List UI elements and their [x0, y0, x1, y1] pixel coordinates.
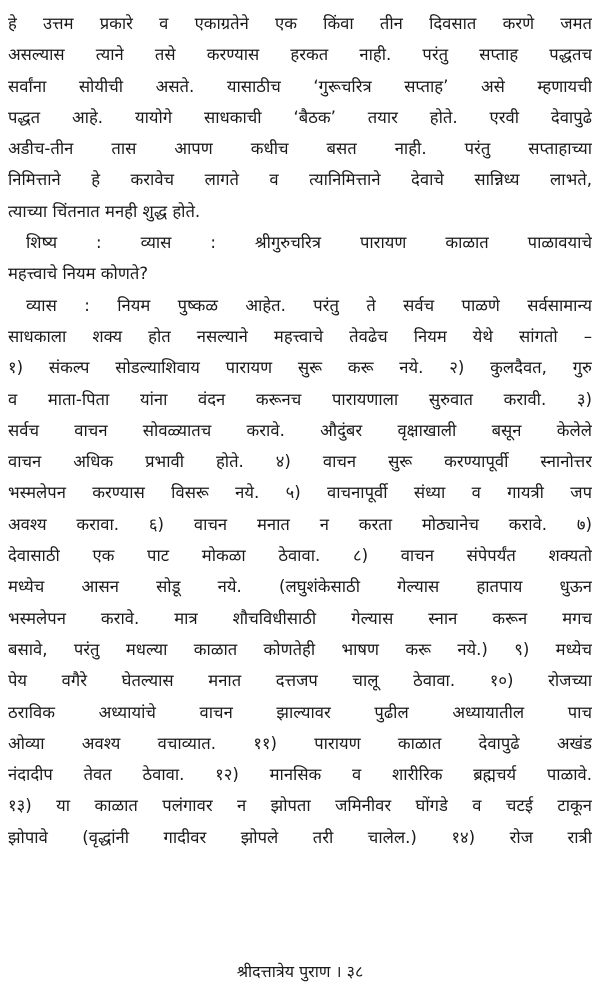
text-line: सर्वच वाचन सोवळ्यातच करावे. औदुंबर वृक्षाखाली बसून केलेले: [8, 420, 592, 440]
text-line: निमित्ताने हे करावेच लागते व त्यानिमित्ताने देवाचे सान्निध्य लाभते,: [8, 170, 592, 190]
text-line: १) संकल्प सोडल्याशिवाय पारायण सुरू करू नये. २) कुलदैवत, गुरु: [8, 358, 592, 378]
text-line: व्यास : नियम पुष्कळ आहेत. परंतु ते सर्वच पाळणे सर्वसामान्य: [26, 295, 592, 315]
text-line: मध्येच आसन सोडू नये. (लघुशंकेसाठी गेल्यास हातपाय धुऊन: [8, 577, 592, 597]
body-text: [8, 8, 592, 853]
text-line: पेय वगैरे घेतल्यास मनात दत्तजप चालू ठेवावा. १०) रोजच्या: [8, 671, 592, 691]
text-line: भस्मलेपन करण्यास विसरू नये. ५) वाचनापूर्वी संध्या व गायत्री जप: [8, 483, 592, 503]
text-line: शिष्य : व्यास : श्रीगुरुचरित्र पारायण काळात पाळावयाचे: [26, 233, 592, 253]
text-line: व माता-पिता यांना वंदन करूनच पारायणाला सुरुवात करावी. ३): [8, 389, 592, 409]
text-line: भस्मलेपन करावे. मात्र शौचविधीसाठी गेल्यास स्नान करून मगच: [8, 608, 592, 628]
text-line: नंदादीप तेवत ठेवावा. १२) मानसिक व शारीरिक ब्रह्मचर्य पाळावे.: [8, 765, 592, 785]
text-line: पद्धत आहे. यायोगे साधकाची ‘बैठक’ तयार होते. एरवी देवापुढे: [8, 107, 592, 127]
text-line: बसावे, परंतु मधल्या काळात कोणतेही भाषण करू नये.) ९) मध्येच: [8, 639, 592, 659]
text-line: देवासाठी एक पाट मोकळा ठेवावा. ८) वाचन संपेपर्यंत शक्यतो: [8, 546, 592, 566]
text-line: महत्त्वाचे नियम कोणते?: [8, 264, 149, 284]
text-line: ओव्या अवश्य वचाव्यात. ११) पारायण काळात देवापुढे अखंड: [8, 733, 592, 753]
text-line: वाचन अधिक प्रभावी होते. ४) वाचन सुरू करण्यापूर्वी स्नानोत्तर: [8, 452, 592, 472]
page-footer: श्रीदत्तात्रेय पुराण । ३८: [236, 962, 364, 981]
text-line: १३) या काळात पलंगावर न झोपता जमिनीवर घोंगडे व चटई टाकून: [8, 796, 592, 816]
text-line: झोपावे (वृद्धांनी गादीवर झोपले तरी चालेल.) १४) रोज रात्री: [8, 827, 592, 847]
text-line: अडीच-तीन तास आपण कधीच बसत नाही. परंतु सप्ताहाच्या: [8, 139, 592, 159]
text-line: अवश्य करावा. ६) वाचन मनात न करता मोठ्यानेच करावे. ७): [8, 514, 592, 534]
text-line: साधकाला शक्य होत नसल्याने महत्त्वाचे तेवढेच नियम येथे सांगतो –: [8, 326, 592, 346]
text-line: हे उत्तम प्रकारे व एकाग्रतेने एक किंवा तीन दिवसात करणे जमत: [8, 14, 592, 33]
text-line: सर्वांना सोयीची असते. यासाठीच ‘गुरूचरित्र सप्ताह’ असे म्हणायची: [8, 76, 592, 96]
text-line: त्याच्या चिंतनात मनही शुद्ध होते.: [8, 201, 201, 221]
text-line: असल्यास त्याने तसे करण्यास हरकत नाही. परंतु सप्ताह पद्धतच: [8, 45, 592, 65]
text-line: ठराविक अध्यायांचे वाचन झाल्यावर पुढील अध्यायातील पाच: [8, 702, 592, 722]
